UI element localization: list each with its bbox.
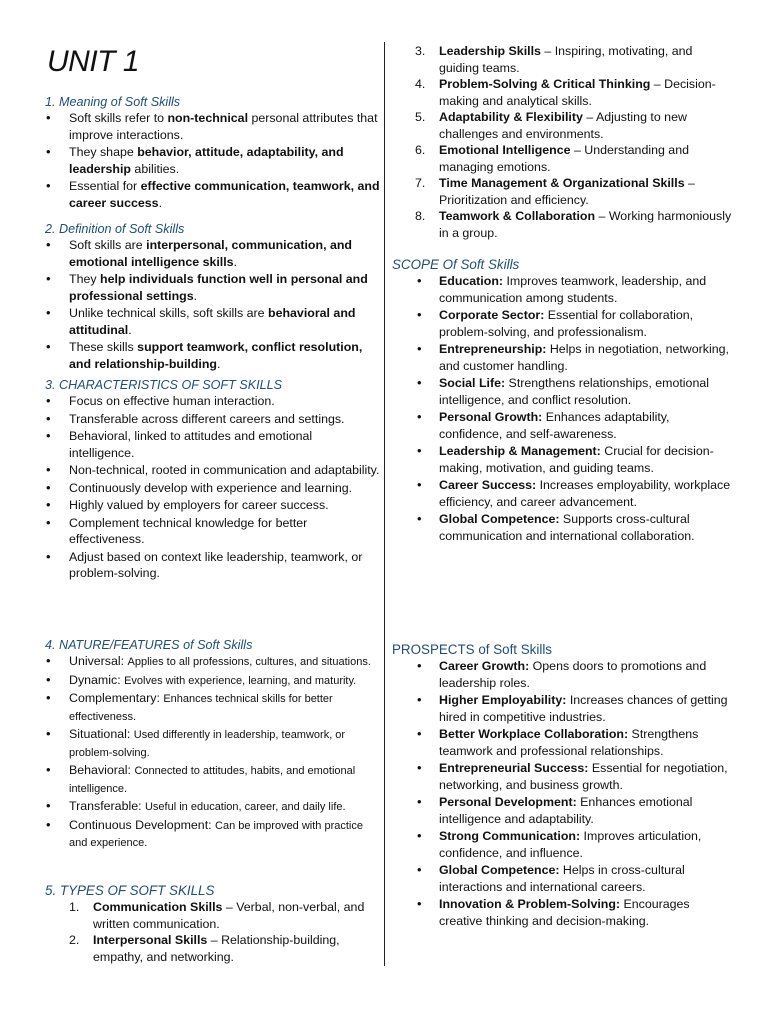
meaning-section: [45, 94, 380, 212]
list-item: 7. Time Management & Organizational Skills – Prioritization and efficiency.: [415, 176, 695, 207]
types-list-part-1: [45, 899, 380, 965]
list-item: • Behavioral, linked to attitudes and emotional intelligence.: [45, 428, 380, 461]
types-list-part-2: [392, 43, 732, 241]
list-item: • Strong Communication: Improves articulation, confidence, and influence.: [392, 828, 732, 861]
characteristics-list: [45, 393, 380, 582]
list-item: • Career Success: Increases employability, workplace efficiency, and career advancement.: [392, 477, 732, 510]
nature-list: [45, 653, 380, 852]
list-item: • Personal Growth: Enhances adaptability, confidence, and self-awareness.: [392, 409, 732, 442]
list-item: • Entrepreneurship: Helps in negotiation, networking, and customer handling.: [392, 341, 732, 374]
list-item: • Focus on effective human interaction.: [45, 393, 380, 410]
list-item: • Leadership & Management: Crucial for decision-making, motivation, and guiding teams.: [392, 443, 732, 476]
list-item: • Complement technical knowledge for better effectiveness.: [45, 515, 380, 548]
list-item: • Global Competence: Helps in cross-cultural interactions and international careers.: [392, 862, 732, 895]
list-item: • Better Workplace Collaboration: Strengthens teamwork and professional relationships.: [392, 726, 732, 759]
list-item: • Behavioral: Connected to attitudes, habits, and emotional intelligence.: [45, 762, 380, 797]
types-section-continued: [392, 43, 732, 241]
list-item: • Career Growth: Opens doors to promotions and leadership roles.: [392, 658, 732, 691]
meaning-list: [45, 110, 380, 211]
list-item: 6. Emotional Intelligence – Understanding and managing emotions.: [415, 143, 689, 174]
characteristics-heading: 3. CHARACTERISTICS OF SOFT SKILLS: [45, 378, 282, 392]
list-item: 4. Problem-Solving & Critical Thinking – Decision-making and analytical skills.: [415, 77, 716, 108]
list-item: • Personal Development: Enhances emotional intelligence and adaptability.: [392, 794, 732, 827]
definition-heading: 2. Definition of Soft Skills: [45, 222, 185, 236]
page-title: UNIT 1: [47, 45, 140, 78]
list-item: • Situational: Used differently in leadership, teamwork, or problem-solving.: [45, 726, 380, 761]
column-divider: [384, 42, 385, 966]
list-item: • Universal: Applies to all professions, cultures, and situations.: [45, 653, 380, 671]
list-item: • Continuously develop with experience and learning.: [45, 480, 380, 497]
scope-heading: SCOPE Of Soft Skills: [392, 257, 520, 272]
nature-heading: 4. NATURE/FEATURES of Soft Skills: [45, 638, 253, 652]
list-item: • Global Competence: Supports cross-cultural communication and international collaboration.: [392, 511, 732, 544]
prospects-list: [392, 658, 732, 929]
list-item: • Entrepreneurial Success: Essential for negotiation, networking, and business growth.: [392, 760, 732, 793]
list-item: 2. Interpersonal Skills – Relationship-building, empathy, and networking.: [69, 933, 340, 964]
list-item: • Education: Improves teamwork, leadership, and communication among students.: [392, 273, 732, 306]
prospects-section: [392, 641, 732, 930]
list-item: • Continuous Development: Can be improved with practice and experience.: [45, 817, 380, 852]
list-item: • Soft skills are interpersonal, communication, and emotional intelligence skills.: [45, 237, 380, 270]
types-heading: 5. TYPES OF SOFT SKILLS: [45, 883, 215, 898]
list-item: • Dynamic: Evolves with experience, learning, and maturity.: [45, 672, 380, 690]
list-item: • Transferable across different careers and settings.: [45, 411, 380, 428]
list-item: • Social Life: Strengthens relationships, emotional intelligence, and conflict resolution.: [392, 375, 732, 408]
list-item: 1. Communication Skills – Verbal, non-verbal, and written communication.: [69, 900, 365, 931]
list-item: • Higher Employability: Increases chances of getting hired in competitive industries.: [392, 692, 732, 725]
definition-section: [45, 221, 380, 373]
meaning-heading: 1. Meaning of Soft Skills: [45, 95, 181, 109]
list-item: • Complementary: Enhances technical skills for better effectiveness.: [45, 690, 380, 725]
list-item: • Non-technical, rooted in communication and adaptability.: [45, 462, 380, 479]
list-item: • Adjust based on context like leadership, teamwork, or problem-solving.: [45, 549, 380, 582]
list-item: • These skills support teamwork, conflict resolution, and relationship-building.: [45, 339, 380, 372]
definition-list: [45, 237, 380, 372]
prospects-heading: PROSPECTS of Soft Skills: [392, 642, 552, 657]
list-item: • Essential for effective communication, teamwork, and career success.: [45, 178, 380, 211]
list-item: • Unlike technical skills, soft skills are behavioral and attitudinal.: [45, 305, 380, 338]
list-item: • They shape behavior, attitude, adaptability, and leadership abilities.: [45, 144, 380, 177]
nature-section: [45, 637, 380, 853]
list-item: • Soft skills refer to non-technical personal attributes that improve interactions.: [45, 110, 380, 143]
characteristics-section: [45, 377, 380, 583]
list-item: • Transferable: Useful in education, career, and daily life.: [45, 798, 380, 816]
list-item: 5. Adaptability & Flexibility – Adjusting to new challenges and environments.: [415, 110, 687, 141]
list-item: • Corporate Sector: Essential for collaboration, problem-solving, and professionalism.: [392, 307, 732, 340]
scope-list: [392, 273, 732, 544]
scope-section: [392, 256, 732, 545]
types-section: [45, 882, 380, 965]
list-item: • They help individuals function well in personal and professional settings.: [45, 271, 380, 304]
list-item: 3. Leadership Skills – Inspiring, motivating, and guiding teams.: [415, 44, 693, 75]
list-item: • Innovation & Problem-Solving: Encourages creative thinking and decision-making.: [392, 896, 732, 929]
list-item: • Highly valued by employers for career success.: [45, 497, 380, 514]
list-item: 8. Teamwork & Collaboration – Working harmoniously in a group.: [415, 209, 732, 240]
